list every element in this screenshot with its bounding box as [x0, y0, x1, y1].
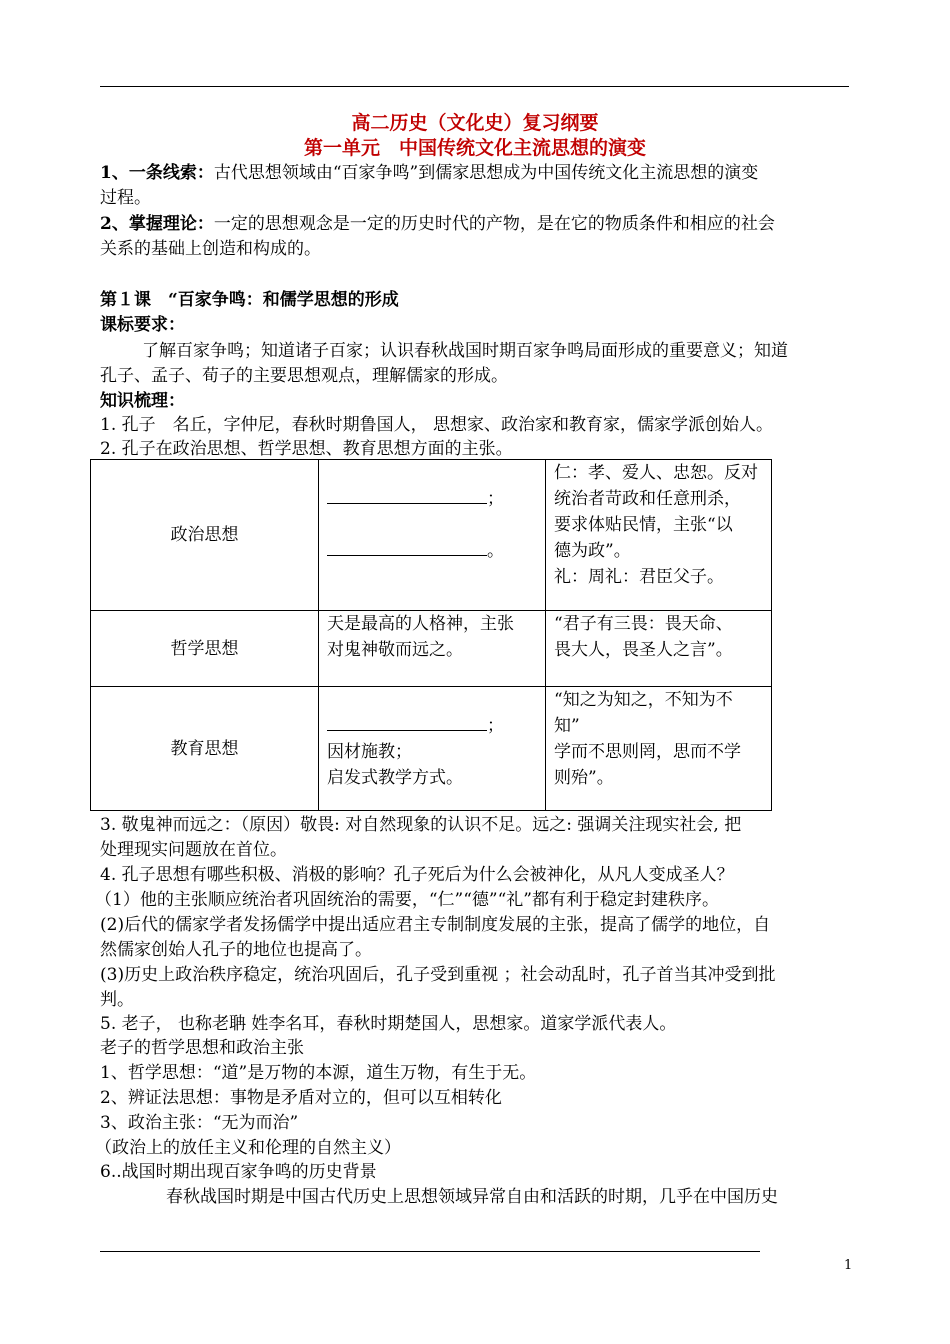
- cell-line: 统治者苛政和任意刑杀，: [554, 489, 741, 509]
- blank-suffix: ；: [487, 489, 504, 509]
- body-line: 然儒家创始人孔子的地位也提高了。: [100, 940, 372, 960]
- cell-line: 学而不思则罔，思而不学: [554, 742, 741, 762]
- requirements-line-1: 了解百家争鸣；知道诸子百家；认识春秋战国时期百家争鸣局面形成的重要意义；知道: [142, 341, 788, 361]
- intro-item-2-text: 一定的思想观念是一定的历史时代的产物，是在它的物质条件和相应的社会: [213, 214, 775, 234]
- requirements-label: 课标要求：: [100, 315, 185, 335]
- fill-blank: [327, 487, 487, 504]
- cell-line: 仁：孝、爱人、忠恕。反对: [554, 463, 758, 483]
- knowledge-item-1: 1. 孔子 名丘，字仲尼，春秋时期鲁国人， 思想家、政治家和教育家，儒家学派创始人。: [100, 415, 774, 435]
- table-row: [91, 687, 772, 811]
- fill-blank: [327, 714, 487, 731]
- body-line: 3. 敬鬼神而远之：（原因）敬畏: 对自然现象的认识不足。远之: 强调关注现实社会, 把: [100, 815, 742, 835]
- requirements-line-2: 孔子、孟子、荀子的主要思想观点，理解儒家的形成。: [100, 366, 508, 386]
- cell-line: 要求体贴民情，主张“以: [554, 515, 733, 535]
- row-head-politics: 政治思想: [91, 460, 319, 611]
- intro-item-2-label: 2、掌握理论：: [100, 214, 214, 234]
- cell-line: 则殆”。: [554, 768, 614, 788]
- body-line: 2、辨证法思想：事物是矛盾对立的，但可以互相转化: [100, 1088, 502, 1108]
- cell-line: 天是最高的人格神，主张: [327, 614, 514, 634]
- cell-line: 德为政”。: [554, 541, 631, 561]
- row-right-politics: [546, 460, 772, 611]
- knowledge-item-2: 2. 孔子在政治思想、哲学思想、教育思想方面的主张。: [100, 439, 513, 459]
- body-line: 4. 孔子思想有哪些积极、消极的影响？孔子死后为什么会被神化，从凡人变成圣人？: [100, 865, 734, 885]
- table-row: [91, 460, 772, 611]
- body-line: （1）他的主张顺应统治者巩固统治的需要，“仁”“德”“礼”都有利于稳定封建秩序。: [95, 890, 719, 910]
- intro-item-1-cont: 过程。: [100, 188, 151, 208]
- blank-suffix: ；: [487, 716, 504, 736]
- footer-rule: [100, 1251, 760, 1252]
- row-right-philosophy: [546, 611, 772, 687]
- row-mid-politics: [319, 460, 546, 611]
- row-head-education: 教育思想: [91, 687, 319, 811]
- body-line: 判。: [100, 990, 134, 1010]
- knowledge-label: 知识梳理：: [100, 391, 185, 411]
- fill-blank: [327, 539, 487, 556]
- intro-item-2-cont: 关系的基础上创造和构成的。: [100, 239, 321, 259]
- row-mid-education: [319, 687, 546, 811]
- intro-item-1-label: 1、一条线索：: [100, 163, 214, 183]
- row-head-philosophy: 哲学思想: [91, 611, 319, 687]
- body-line: (3)历史上政治秩序稳定，统治巩固后，孔子受到重视 ；社会动乱时，孔子首当其冲受到批: [100, 965, 776, 985]
- cell-line: 因材施教；: [327, 742, 412, 762]
- blank-suffix: 。: [487, 541, 504, 561]
- page-number: 1: [844, 1258, 853, 1273]
- intro-item-1: [100, 162, 758, 184]
- cell-line: 畏大人，畏圣人之言”。: [554, 640, 733, 660]
- body-line: (2)后代的儒家学者发扬儒学中提出适应君主专制制度发展的主张，提高了儒学的地位，自: [100, 915, 771, 935]
- cell-line: 知”: [554, 716, 580, 736]
- row-right-education: [546, 687, 772, 811]
- unit-title: 第一单元 中国传统文化主流思想的演变: [303, 137, 646, 159]
- cell-line: “知之为知之，不知为不: [554, 690, 733, 710]
- cell-line: 对鬼神敬而远之。: [327, 640, 463, 660]
- page-title: 高二历史（文化史）复习纲要: [351, 112, 599, 134]
- body-line: 3、政治主张：“无为而治”: [100, 1113, 299, 1133]
- table-row: [91, 611, 772, 687]
- confucius-table: [90, 459, 772, 811]
- body-line: 6..战国时期出现百家争鸣的历史背景: [100, 1162, 377, 1182]
- cell-line: 礼：周礼：君臣父子。: [554, 567, 724, 587]
- header-rule: [100, 86, 849, 87]
- body-line: 春秋战国时期是中国古代历史上思想领域异常自由和活跃的时期，几乎在中国历史: [166, 1187, 778, 1207]
- body-line: 老子的哲学思想和政治主张: [100, 1038, 304, 1058]
- body-line: 1、哲学思想：“道”是万物的本源，道生万物，有生于无。: [100, 1063, 537, 1083]
- body-line: （政治上的放任主义和伦理的自然主义）: [95, 1138, 401, 1158]
- row-mid-philosophy: [319, 611, 546, 687]
- cell-line: “君子有三畏：畏天命、: [554, 614, 733, 634]
- body-line: 5. 老子， 也称老聃 姓李名耳，春秋时期楚国人，思想家。道家学派代表人。: [100, 1014, 677, 1034]
- intro-item-2: [100, 213, 775, 235]
- body-line: 处理现实问题放在首位。: [100, 840, 287, 860]
- intro-item-1-text: 古代思想领域由“百家争鸣”到儒家思想成为中国传统文化主流思想的演变: [213, 163, 759, 183]
- cell-line: 启发式教学方式。: [327, 768, 463, 788]
- lesson-heading: 第１课 “百家争鸣：和儒学思想的形成: [100, 290, 399, 310]
